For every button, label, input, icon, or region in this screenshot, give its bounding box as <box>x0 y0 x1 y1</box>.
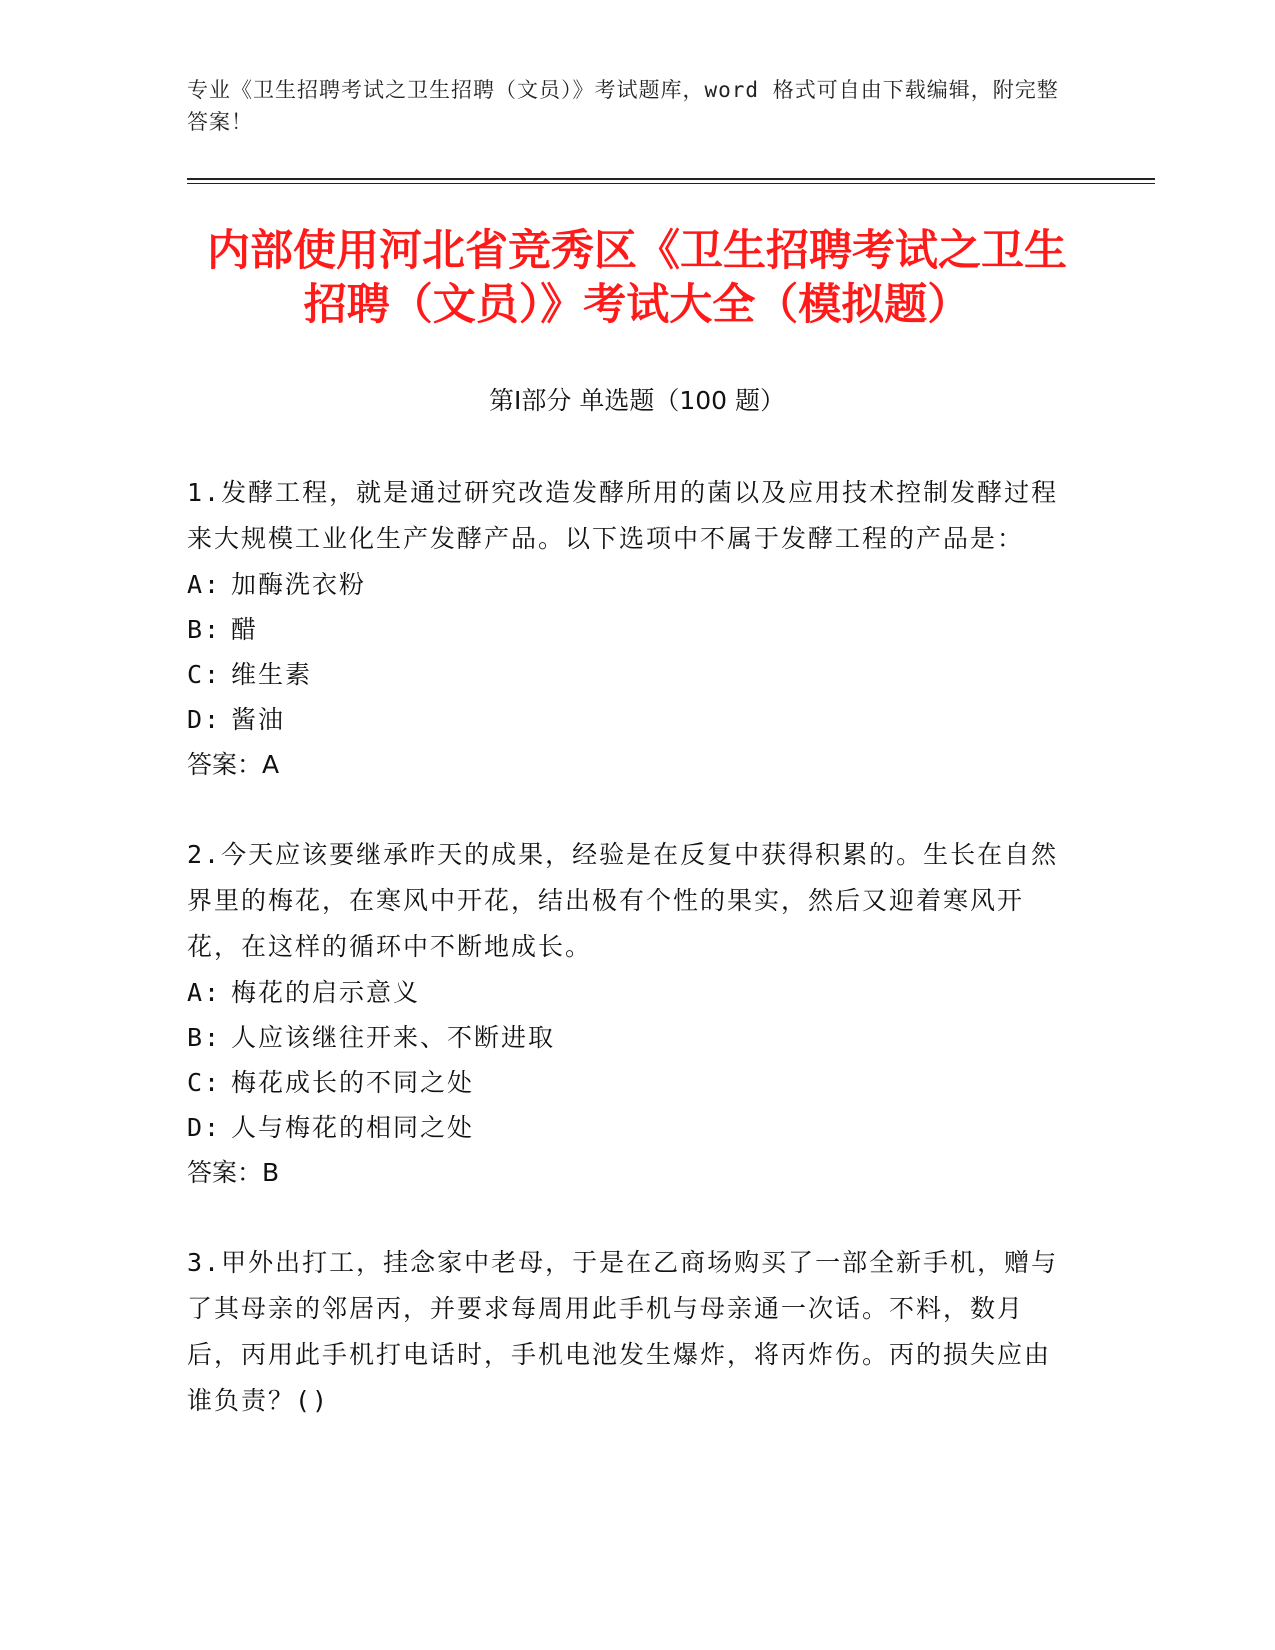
option-c <box>187 1060 1067 1105</box>
option-d <box>187 1105 1067 1150</box>
header-divider-thick <box>187 178 1155 180</box>
option-key: D: <box>187 705 222 734</box>
question-stem: 2.今天应该要继承昨天的成果，经验是在反复中获得积累的。生长在自然界里的梅花，在寒风中开花，结出极有个性的果实，然后又迎着寒风开花，在这样的循环中不断地成长。 <box>187 840 1059 961</box>
option-text: 加酶洗衣粉 <box>231 570 367 599</box>
question-3 <box>187 1240 1067 1424</box>
option-key: A: <box>187 978 222 1007</box>
option-text: 酱油 <box>231 705 286 734</box>
question-list <box>187 470 1067 1468</box>
question-2 <box>187 832 1067 1196</box>
option-key: D: <box>187 1113 222 1142</box>
option-key: B: <box>187 615 222 644</box>
answer-line: 答案：A <box>187 750 280 779</box>
option-key: C: <box>187 660 222 689</box>
option-key: A: <box>187 570 222 599</box>
question-stem: 3.甲外出打工，挂念家中老母，于是在乙商场购买了一部全新手机，赠与了其母亲的邻居丙，并要求每周用此手机与母亲通一次话。不料，数月后，丙用此手机打电话时，手机电池发生爆炸，将丙炸伤。丙的损失应由谁负责？() <box>187 1248 1059 1415</box>
document-title: 内部使用河北省竞秀区《卫生招聘考试之卫生招聘（文员）》考试大全（模拟题） <box>207 226 1067 330</box>
question-1 <box>187 470 1067 788</box>
option-text: 醋 <box>231 615 259 644</box>
option-text: 维生素 <box>231 660 313 689</box>
option-c <box>187 652 1067 697</box>
answer-line: 答案：B <box>187 1158 280 1187</box>
option-text: 梅花成长的不同之处 <box>231 1068 475 1097</box>
header-divider-thin <box>187 183 1155 184</box>
question-stem: 1.发酵工程，就是通过研究改造发酵所用的菌以及应用技术控制发酵过程来大规模工业化生产发酵产品。以下选项中不属于发酵工程的产品是： <box>187 478 1059 553</box>
option-a <box>187 562 1067 607</box>
header-note: 专业《卫生招聘考试之卫生招聘（文员）》考试题库，word 格式可自由下载编辑，附完整答案！ <box>187 78 1059 134</box>
option-b <box>187 607 1067 652</box>
option-d <box>187 697 1067 742</box>
option-text: 人与梅花的相同之处 <box>231 1113 475 1142</box>
section-heading: 第Ⅰ部分 单选题（100 题） <box>489 386 785 415</box>
option-text: 梅花的启示意义 <box>231 978 421 1007</box>
option-text: 人应该继往开来、不断进取 <box>231 1023 556 1052</box>
option-a <box>187 970 1067 1015</box>
option-key: B: <box>187 1023 222 1052</box>
option-key: C: <box>187 1068 222 1097</box>
option-b <box>187 1015 1067 1060</box>
